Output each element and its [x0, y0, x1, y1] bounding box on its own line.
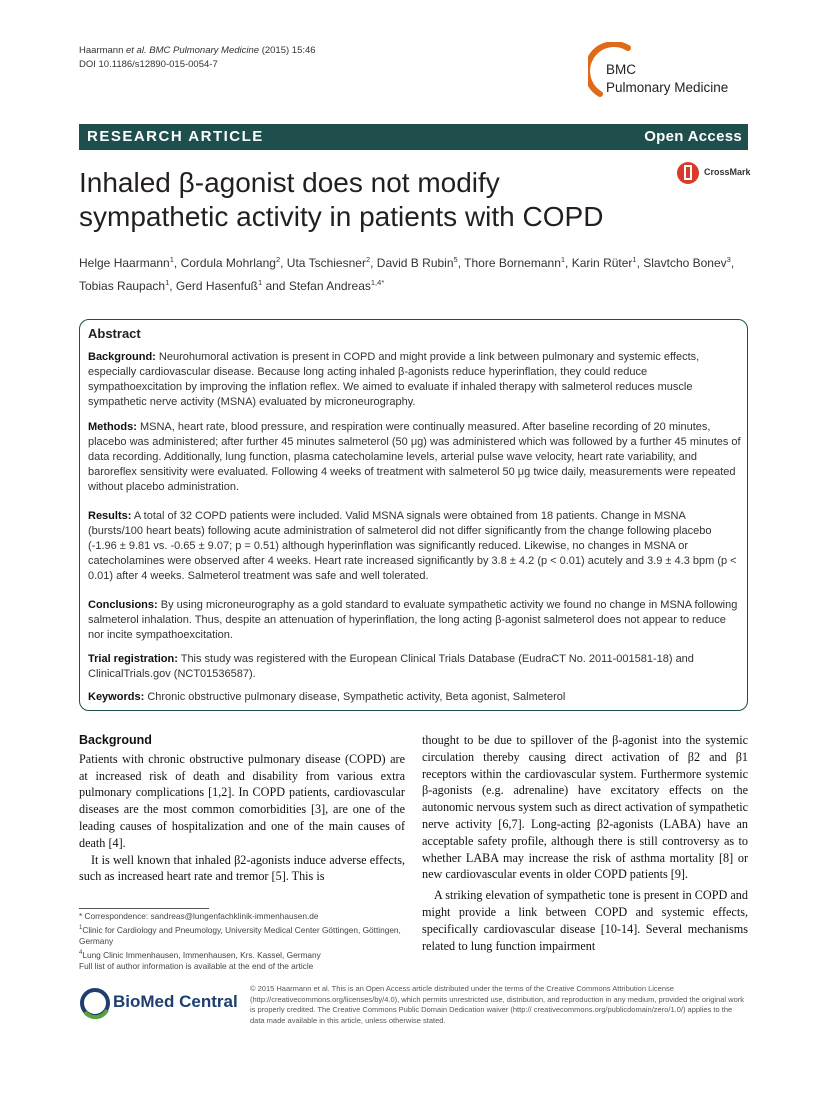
crossmark-badge[interactable]: [676, 160, 756, 190]
affiliation-4: [79, 948, 409, 961]
author[interactable]: [79, 279, 169, 293]
title-line-2: sympathetic activity in patients with COPD: [79, 201, 604, 232]
affiliation-1: [79, 923, 409, 948]
abstract-heading: Abstract: [88, 326, 141, 341]
biomed-central-ring-icon: [79, 986, 111, 1020]
author-conjunction: and: [262, 279, 289, 293]
article-title: [79, 166, 669, 234]
citation-header: [79, 44, 316, 72]
abstract-keywords-label: Keywords:: [88, 691, 145, 703]
author-name: Slavtcho Bonev: [643, 256, 727, 270]
abstract-methods-label: Methods:: [88, 421, 137, 433]
open-access-label: Open Access: [644, 128, 742, 145]
author[interactable]: [287, 256, 370, 270]
abstract-keywords: [88, 690, 743, 705]
journal-name: Pulmonary Medicine: [606, 80, 729, 95]
full-author-info-note: Full list of author information is available at the end of the article: [79, 960, 314, 971]
article-type: RESEARCH ARTICLE: [87, 128, 264, 145]
journal-publisher-short: BMC: [606, 62, 636, 77]
author-name: Karin Rüter: [571, 256, 633, 270]
abstract-background-label: Background:: [88, 351, 156, 363]
author-affiliation-marker: 5: [453, 255, 458, 264]
biomed-central-logo[interactable]: [79, 986, 259, 1022]
body-paragraph: thought to be due to spillover of the β-agonist into the systemic circulation thereby causing direct activation of β2 and β1 receptors within the cardiovascular system. Furthermore systemic β-agonists (e.g. adrenaline) have excitatory effects on the autonomic nervous system such as direct activation of sympathetic nerve activity [6,7]. Long-acting β2-agonists (LABA) have an acceptable safety profile, although there is still controversy as to whether LABA may increase the risk of asthma mortality [8] or new cardiovascular events in older COPD patients [9].: [422, 733, 748, 882]
affiliation-1-text: Clinic for Cardiology and Pneumology, University Medical Center Göttingen, Göttingen, Germany: [79, 924, 401, 946]
author-name: Thore Bornemann: [464, 256, 561, 270]
abstract-results-label: Results:: [88, 510, 132, 522]
title-line-1: Inhaled β-agonist does not modify: [79, 167, 500, 198]
author-list: Helge Haarmann$^1$, Cordula Mohrlang$^2$, Uta Tschiesner$^2$, David B Rubin$^5$, Thore Bornemann$^1$, Karin Rüter$^1$, Slavtcho Bonev$^3$, Tobias Raupach$^1$, Gerd Hasenfuß$^1$ and Stefan Andreas$^{1,4*}$: [79, 255, 735, 293]
author-name: Gerd Hasenfuß: [175, 279, 258, 293]
abstract-trial-text: This study was registered with the European Clinical Trials Database (EudraCT No. 2011-001581-18) and ClinicalTrials.gov (NCT01536587).: [88, 653, 694, 680]
author-affiliation-marker: 2: [365, 255, 371, 264]
author-affiliation-marker: 1: [560, 255, 566, 264]
abstract-trial-registration: [88, 652, 743, 682]
author[interactable]: [289, 279, 384, 293]
citation-authors: Haarmann: [79, 45, 126, 56]
body-paragraph: A striking elevation of sympathetic tone is present in COPD and might provide a link between COPD and systemic effects, specifically cardiovascular disease [10-14]. Several mechanisms related to lung function impairment: [422, 888, 748, 953]
correspondence[interactable]: * Correspondence: sandreas@lungenfachklinik-immenhausen.de: [79, 911, 319, 921]
body-paragraph: Patients with chronic obstructive pulmonary disease (COPD) are at increased risk of death and disability from various extra pulmonary complications [1,2]. In COPD patients, cardiovascular diseases are the most common comorbidities [3], are one of the leading causes of hospitalization and one of the main causes of death [4].: [79, 751, 405, 850]
author-name: Cordula Mohrlang: [180, 256, 276, 270]
affiliation-1-marker: 1: [79, 924, 83, 931]
author-affiliation-marker: 1: [257, 278, 263, 287]
author-affiliation-marker: 1,4*: [370, 278, 385, 287]
license-text: © 2015 Haarmann et al. This is an Open Access article distributed under the terms of the Creative Commons Attribution License (http://creativecommons.org/licenses/by/4.0), which permits unrestricted use, distribution, and reproduction in any medium, provided the original work is properly credited. The Creative Commons Public Domain Dedication waiver (http:// creativecommons.org/publicdomain/zero/1.0/) applies to the data made available in this article, unless otherwise stated.: [250, 984, 744, 1025]
author-affiliation-marker: 2: [275, 255, 281, 264]
citation-journal: et al. BMC Pulmonary Medicine: [126, 45, 260, 56]
author-affiliation-marker: 1: [632, 255, 637, 264]
author[interactable]: [181, 256, 281, 270]
author-affiliation-marker: 1: [165, 278, 170, 287]
abstract-results: [88, 509, 743, 584]
crossmark-icon: [676, 160, 700, 188]
affiliation-4-text: Lung Clinic Immenhausen, Immenhausen, Krs. Kassel, Germany: [82, 949, 321, 960]
author-name: Tobias Raupach: [79, 279, 166, 293]
abstract-keywords-text: Chronic obstructive pulmonary disease, Sympathetic activity, Beta agonist, Salmeterol: [147, 691, 566, 703]
author[interactable]: [643, 256, 731, 270]
abstract-trial-label: Trial registration:: [88, 653, 178, 665]
author-affiliation-marker: 1: [169, 255, 174, 264]
body-paragraph: It is well known that inhaled β2-agonists induce adverse effects, such as increased heart rate and tremor [5]. This is: [79, 852, 405, 884]
background-heading: Background: [79, 733, 152, 747]
crossmark-label: CrossMark: [704, 167, 751, 177]
author-name: Helge Haarmann: [79, 256, 170, 270]
author[interactable]: [464, 256, 565, 270]
abstract-background: [88, 350, 743, 410]
abstract-results-text: A total of 32 COPD patients were included. Valid MSNA signals were obtained from 18 patients. Change in MSNA (bursts/100 heart beats) following acute administration of salmeterol did not differ significantly from the change following placebo (-1.96 ± 9.81 vs. -0.65 ± 9.07; p = 0.51) although hyperinflation was significantly reduced. Likewise, no changes in MSNA or catecholamines were observed after 4 weeks. Heart rate increased significantly by 3.8 ± 4.2 (p < 0.01) acutely and 3.9 ± 4.3 bpm (p < 0.01) after 4 weeks. Salmeterol treatment was safe and well tolerated.: [88, 510, 737, 582]
doi[interactable]: DOI 10.1186/s12890-015-0054-7: [79, 59, 218, 70]
author-name: Uta Tschiesner: [286, 256, 366, 270]
affiliation-4-marker: 4: [79, 949, 83, 956]
footnotes: [79, 911, 409, 973]
abstract-conclusions-label: Conclusions:: [88, 599, 158, 611]
footnote-divider: [79, 908, 209, 909]
author[interactable]: [377, 256, 458, 270]
author[interactable]: [176, 279, 262, 293]
abstract-conclusions-text: By using microneurography as a gold standard to evaluate sympathetic activity we found no change in MSNA following salmeterol inhalation. Thus, despite an attenuation of hyperinflation, the long acting β-agonist salmeterol does not appear to reduce nor incite sympathoexcitation.: [88, 599, 738, 641]
citation-volume: (2015) 15:46: [259, 45, 316, 56]
body-right-column: [422, 732, 748, 954]
journal-logo[interactable]: [588, 42, 758, 102]
abstract-conclusions: [88, 598, 743, 643]
biomed-central-label: BioMed Central: [113, 992, 238, 1011]
article-type-banner: [79, 124, 748, 150]
author-affiliation-marker: 3: [726, 255, 731, 264]
author[interactable]: [572, 256, 637, 270]
author[interactable]: [79, 256, 174, 270]
abstract-methods: [88, 420, 743, 495]
author-name: David B Rubin: [376, 256, 454, 270]
author-name: Stefan Andreas: [288, 279, 371, 293]
abstract-methods-text: MSNA, heart rate, blood pressure, and respiration were continually measured. After baseline recording of 20 minutes, placebo was administered; after further 45 minutes salmeterol (50 μg) was administered which was followed by a further 45 minutes of data recording. Additionally, lung function, plasma catecholamine levels, arterial pulse wave velocity, heart rate variability, and baroreflex sensitivity were evaluated. Following 4 weeks of treatment with salmeterol 50 μg twice daily, measurements were repeated without placebo administration.: [88, 421, 741, 493]
abstract-background-text: Neurohumoral activation is present in COPD and might provide a link between pulmonary and systemic effects, especially cardiovascular disease. Because long acting inhaled β-agonists reduce hyperinflation, they could reduce sympathoexcitation by improving the inflation reflex. We aimed to evaluate if inhaled therapy with salmeterol reduces muscle sympathetic nerve activity (MSNA) evaluated by microneurography.: [88, 351, 700, 408]
body-left-column: [79, 732, 405, 885]
